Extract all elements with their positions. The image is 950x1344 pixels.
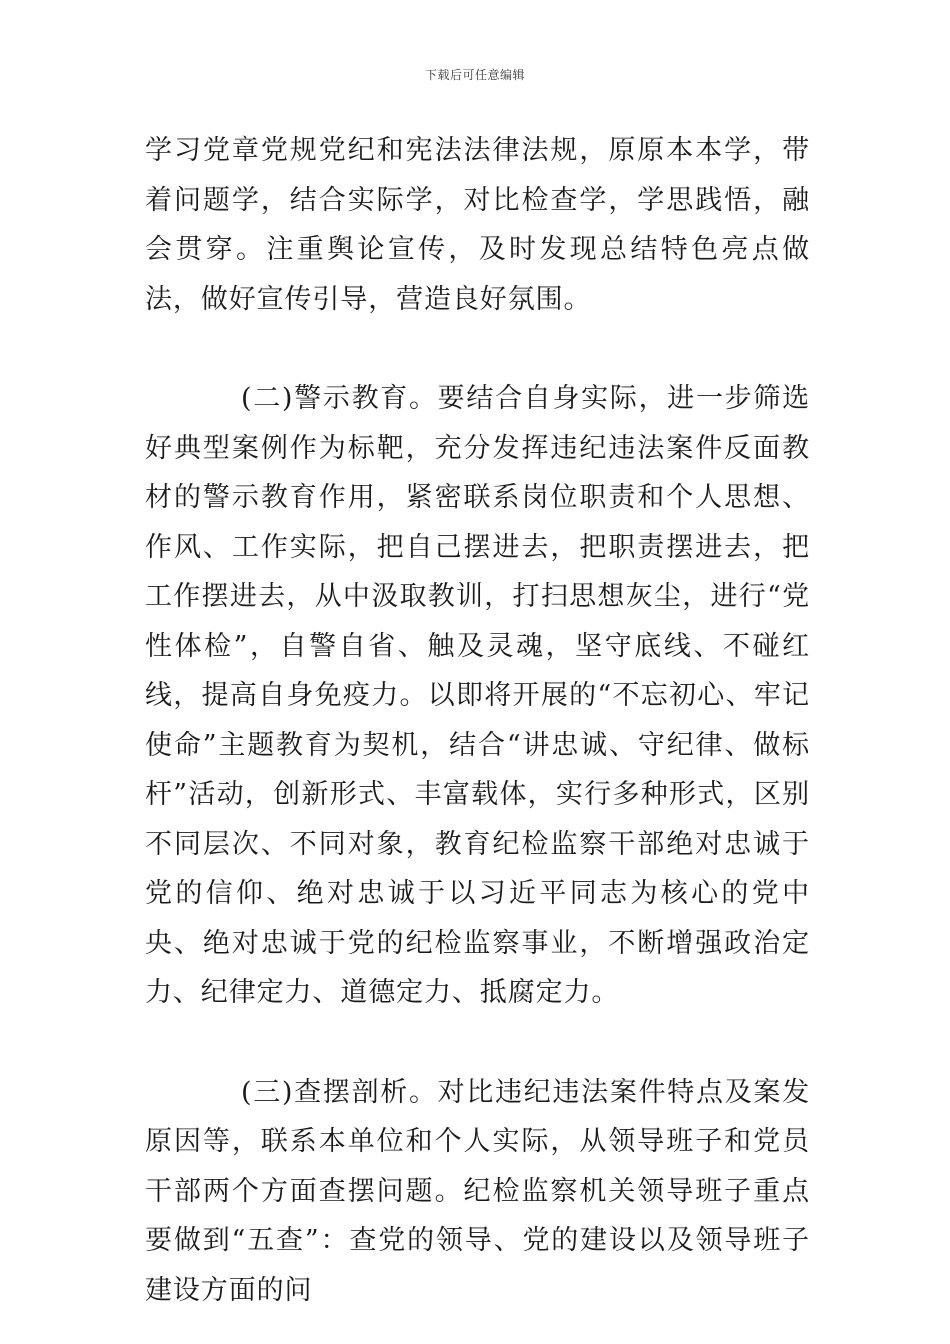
page-header: 下载后可任意编辑 [424, 68, 525, 82]
paragraph-2: (二)警示教育。要结合自身实际，进一步筛选好典型案例作为标靶，充分发挥违纪违法案件反面教材的警示教育作用，紧密联系岗位职责和个人思想、作风、工作实际，把自己摆进去，把职责摆进去，把工作摆进去，从中汲取教训，打扫思想灰尘，进行“党性体检”，自警自省、触及灵魂，坚守底线、不碰红线，提高自身免疫力。以即将开展的“不忘初心、牢记使命”主题教育为契机，结合“讲忠诚、守纪律、做标杆”活动，创新形式、丰富载体，实行多种形式，区别不同层次、不同对象，教育纪检监察干部绝对忠诚于党的信仰、绝对忠诚于以习近平同志为核心的党中央、绝对忠诚于党的纪检监察事业，不断增强政治定力、纪律定力、道德定力、抵腐定力。 [145, 383, 810, 1008]
paragraph-3: (三)查摆剖析。对比违纪违法案件特点及案发原因等，联系本单位和个人实际，从领导班子和党员干部两个方面查摆问题。纪检监察机关领导班子重点要做到“五查”：查党的领导、党的建设以及领导班子建设方面的问 [145, 1076, 810, 1306]
paragraph-gap [145, 1018, 810, 1068]
paragraph-gap [145, 324, 810, 374]
paragraph-1: 学习党章党规党纪和宪法法律法规，原原本本学，带着问题学，结合实际学，对比检查学，学思践悟，融会贯穿。注重舆论宣传，及时发现总结特色亮点做法，做好宣传引导，营造良好氛围。 [145, 135, 810, 315]
document-body [145, 126, 810, 1315]
